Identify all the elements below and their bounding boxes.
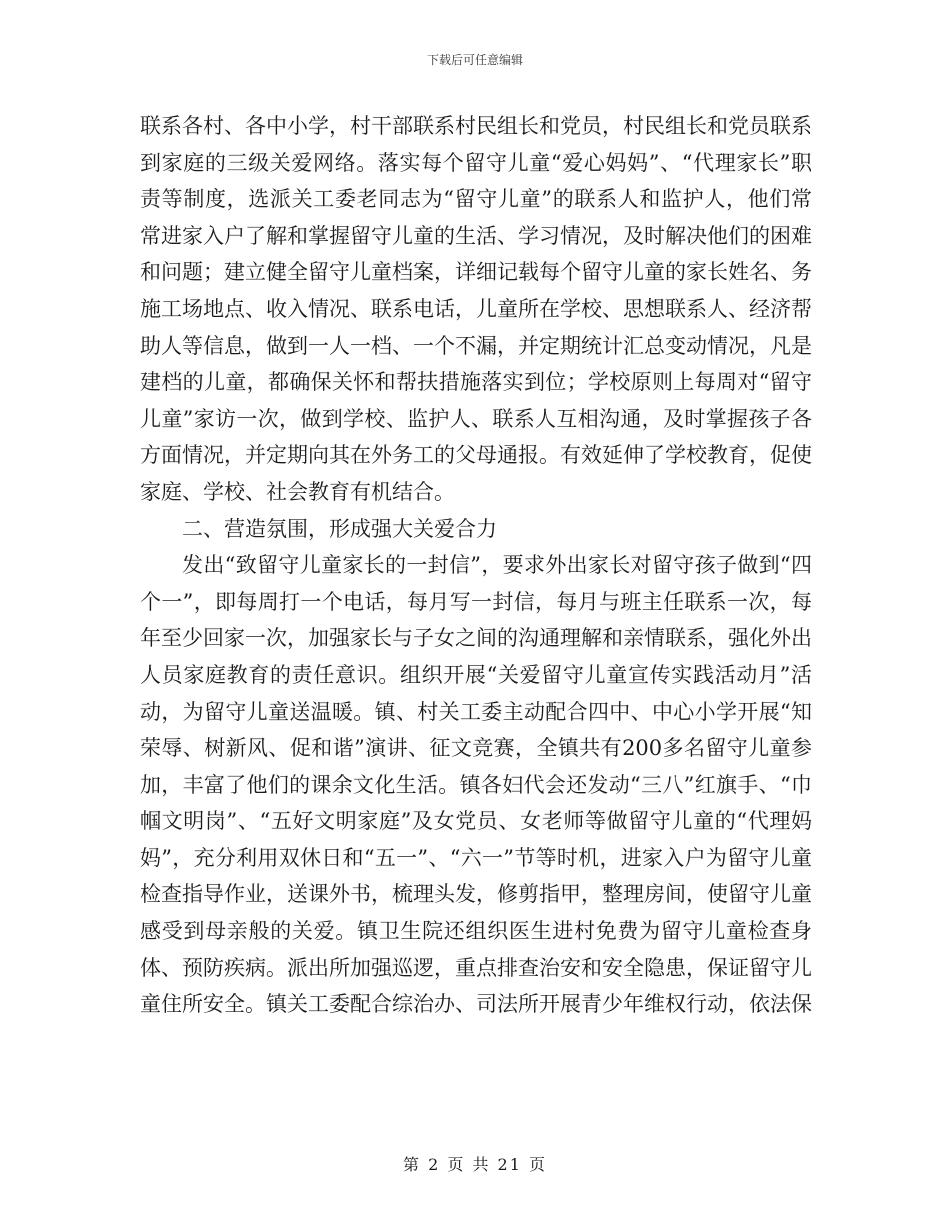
section-heading: 二、营造氛围，形成强大关爱合力 — [182, 516, 497, 541]
document-body — [140, 108, 812, 1023]
page-number: 第 2 页 共 21 页 — [403, 1155, 547, 1174]
header-note: 下载后可任意编辑 — [426, 53, 523, 67]
paragraph-2: 发出“致留守儿童家长的一封信”，要求外出家长对留守孩子做到“四个一”，即每周打一个电话，每月写一封信，每月与班主任联系一次，每年至少回家一次，加强家长与子女之间的沟通理解和亲情联系，强化外出人员家庭教育的责任意识。组织开展“关爱留守儿童宣传实践活动月”活动，为留守儿童送温暖。镇、村关工委主动配合四中、中心小学开展“知荣辱、树新风、促和谐”演讲、征文竞赛，全镇共有200多名留守儿童参加，丰富了他们的课余文化生活。镇各妇代会还发动“三八”红旗手、“巾帼文明岗”、“五好文明家庭”及女党员、女老师等做留守儿童的“代理妈妈”，充分利用双休日和“五一”、“六一”节等时机，进家入户为留守儿童检查指导作业，送课外书，梳理头发，修剪指甲，整理房间，使留守儿童感受到母亲般的关爱。镇卫生院还组织医生进村免费为留守儿童检查身体、预防疾病。派出所加强巡逻，重点排查治安和安全隐患，保证留守儿童住所安全。镇关工委配合综治办、司法所开展青少年维权行动，依法保 — [140, 553, 812, 1017]
paragraph-1: 联系各村、各中小学，村干部联系村民组长和党员，村民组长和党员联系到家庭的三级关爱网络。落实每个留守儿童“爱心妈妈”、“代理家长”职责等制度，选派关工委老同志为“留守儿童”的联系人和监护人，他们常常进家入户了解和掌握留守儿童的生活、学习情况，及时解决他们的困难和问题；建立健全留守儿童档案，详细记载每个留守儿童的家长姓名、务施工场地点、收入情况、联系电话，儿童所在学校、思想联系人、经济帮助人等信息，做到一人一档、一个不漏，并定期统计汇总变动情况，凡是建档的儿童，都确保关怀和帮扶措施落实到位；学校原则上每周对“留守儿童”家访一次，做到学校、监护人、联系人互相沟通，及时掌握孩子各方面情况，并定期向其在外务工的父母通报。有效延伸了学校教育，促使家庭、学校、社会教育有机结合。 — [140, 114, 812, 504]
